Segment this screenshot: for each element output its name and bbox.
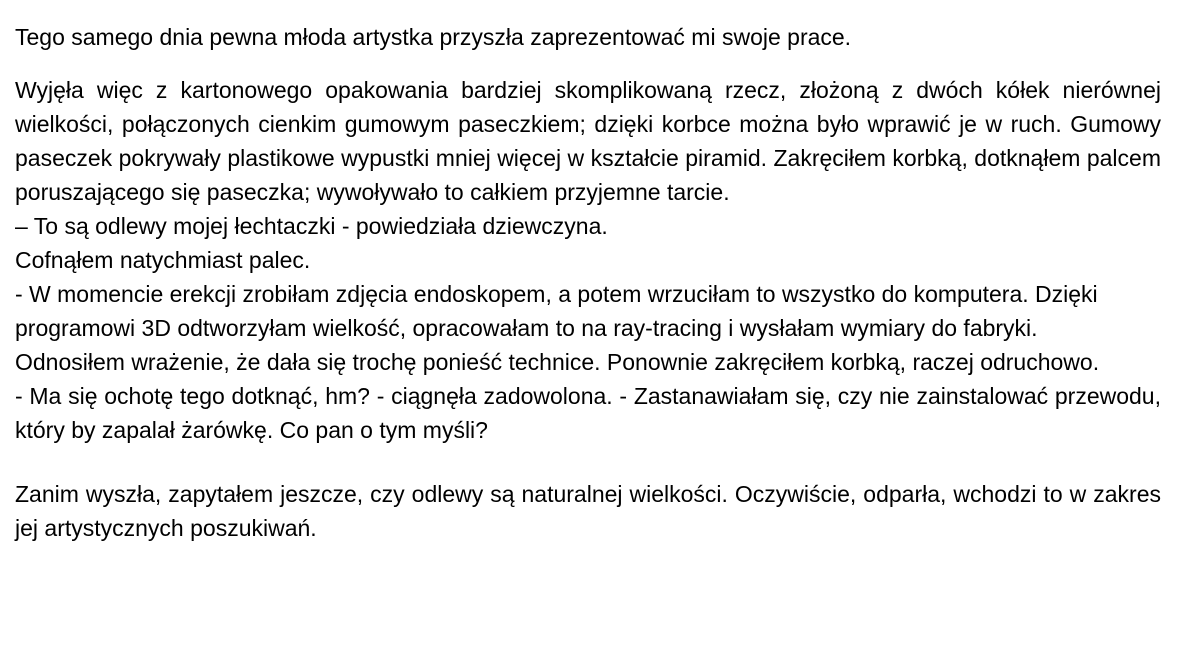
paragraph-spacer [15,54,1161,73]
paragraph-narration-2: Odnosiłem wrażenie, że dała się trochę ponieść technice. Ponownie zakręciłem korbką, raczej odruchowo. [15,349,1100,375]
paragraph-closing: Zanim wyszła, zapytałem jeszcze, czy odlewy są naturalnej wielkości. Oczywiście, odparła, wchodzi to w zakres jej artystycznych poszukiwań. [15,481,1161,541]
document-body [15,20,1161,545]
paragraph-narration-1: Cofnąłem natychmiast palec. [15,247,311,273]
paragraph-dialogue-3: - Ma się ochotę tego dotknąć, hm? - ciągnęła zadowolona. - Zastanawiałam się, czy nie zainstalować przewodu, który by zapalał żarówkę. Co pan o tym myśli? [15,383,1161,443]
paragraph-dialogue-2: - W momencie erekcji zrobiłam zdjęcia endoskopem, a potem wrzuciłam to wszystko do komputera. Dzięki programowi 3D odtworzyłam wielkość, opracowałam to na ray-tracing i wysłałam wymiary do fabryki. [15,281,1098,341]
paragraph-intro: Tego samego dnia pewna młoda artystka przyszła zaprezentować mi swoje prace. [15,24,852,50]
paragraph-spacer [15,447,1161,477]
paragraph-dialogue-1: – To są odlewy mojej łechtaczki - powiedziała dziewczyna. [15,213,608,239]
paragraph-device-description: Wyjęła więc z kartonowego opakowania bardziej skomplikowaną rzecz, złożoną z dwóch kółek nierównej wielkości, połączonych cienkim gumowym paseczkiem; dzięki korbce można było wprawić je w ruch. Gumowy paseczek pokrywały plastikowe wypustki mniej więcej w kształcie piramid. Zakręciłem korbką, dotknąłem palcem poruszającego się paseczka; wywoływało to całkiem przyjemne tarcie. [15,77,1161,205]
